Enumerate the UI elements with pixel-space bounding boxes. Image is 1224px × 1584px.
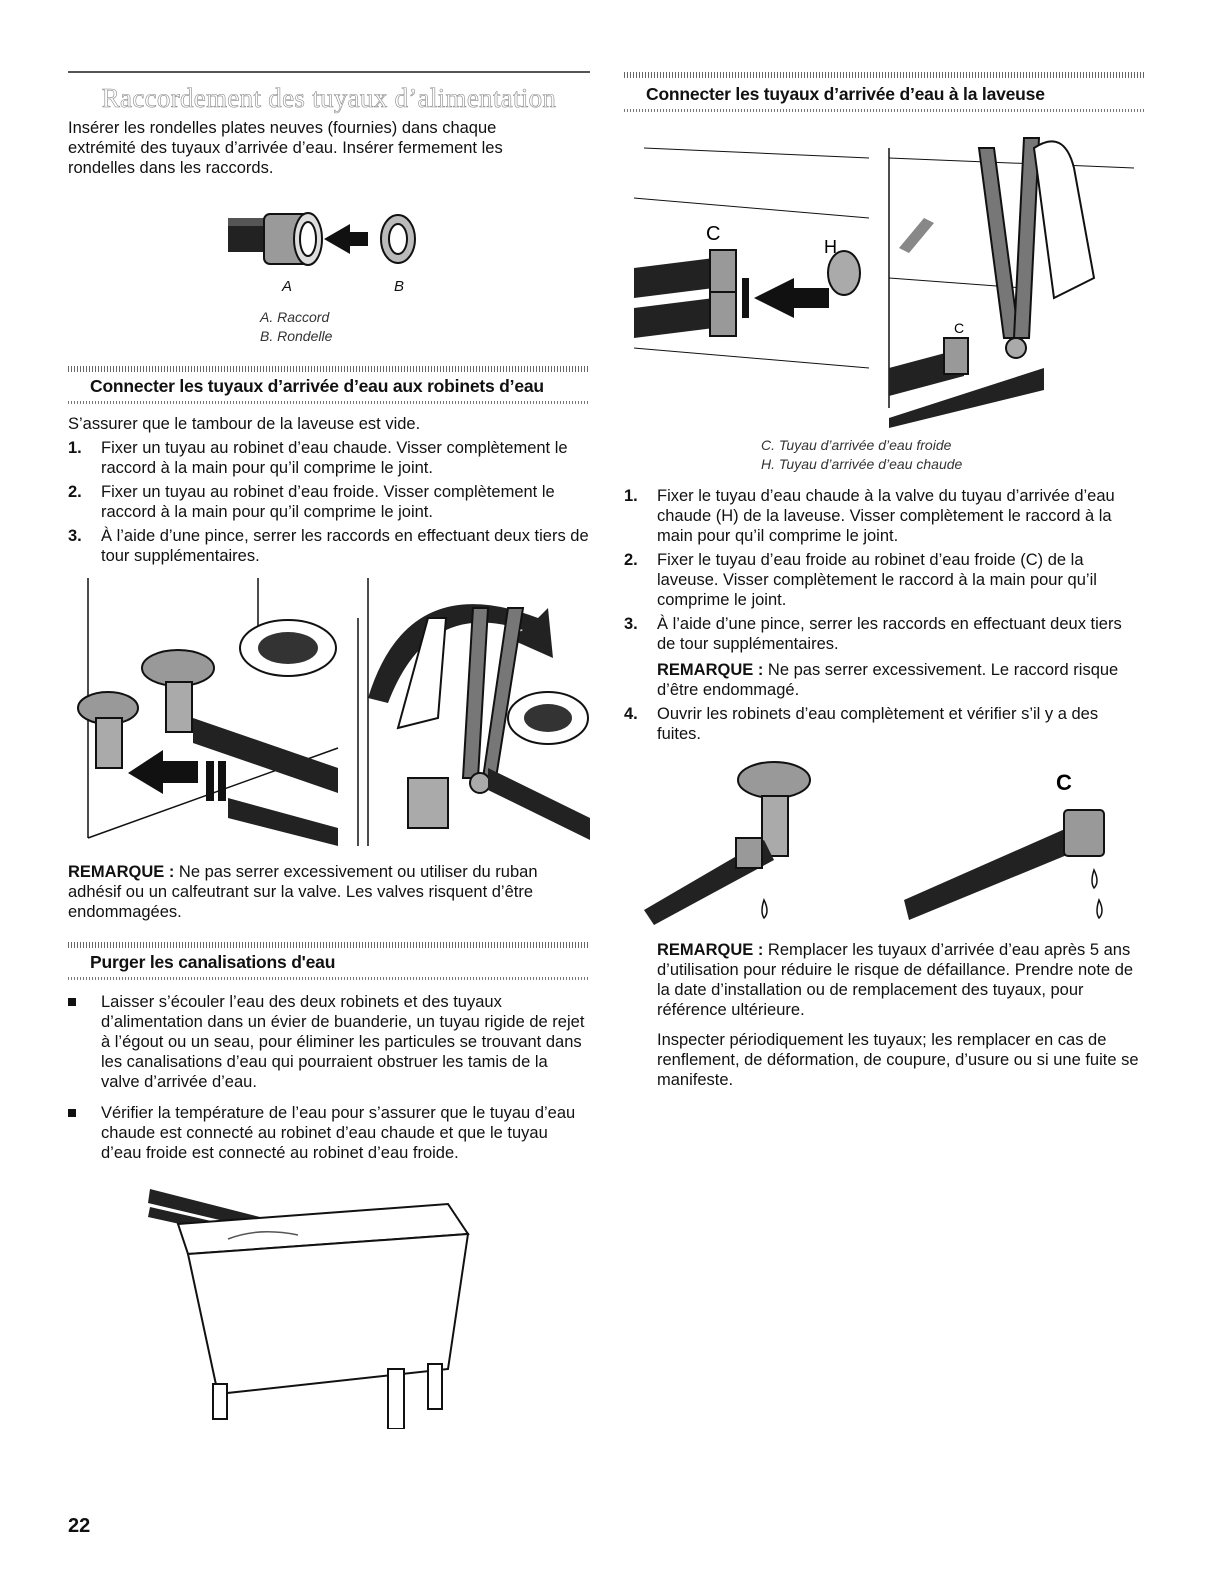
figure-faucet-connection (68, 578, 590, 848)
leak-label-c: C (1056, 770, 1072, 795)
left-column (68, 0, 590, 1429)
figure-laundry-tub (68, 1179, 590, 1429)
note2 (624, 940, 1144, 1020)
leak-check-illustration (624, 750, 1144, 930)
inspect-paragraph: Inspecter périodiquement les tuyaux; les remplacer en cas de renflement, de déformation, de coupure, d’usure ou si une fuite se manifeste. (657, 1031, 1139, 1089)
intro-paragraph: Insérer les rondelles plates neuves (fournies) dans chaque extrémité des tuyaux d’arrivée d’eau. Insérer fermement les rondelles dans les raccords. (68, 119, 503, 177)
note1-label: REMARQUE : (68, 863, 175, 881)
right-column (624, 0, 1144, 1090)
section1-steps (68, 438, 590, 566)
section2-rule-bottom (68, 977, 590, 980)
figure-washer-connection (624, 128, 1144, 428)
fig-label-c: C (706, 223, 721, 245)
list-item: 2. Fixer un tuyau au robinet d’eau froide. Visser complètement le raccord à la main pour qu’il comprime le joint. (68, 483, 555, 521)
fig1-caption-b: B. Rondelle (260, 328, 333, 344)
faucet-pliers-illustration (68, 578, 590, 848)
list-item: 3. À l’aide d’une pince, serrer les raccords en effectuant deux tiers de tour supplémentaires. REMARQUE : Ne pas serrer excessivement. Le raccord risque d’être endommagé. (624, 614, 1144, 700)
right-section-heading: Connecter les tuyaux d’arrivée d’eau à la laveuse (646, 84, 1045, 104)
section1-heading: Connecter les tuyaux d’arrivée d’eau aux robinets d’eau (90, 376, 544, 396)
list-item: 4. Ouvrir les robinets d’eau complètement et vérifier s’il y a des fuites. (624, 705, 1099, 743)
fig1-label-a: A (282, 278, 293, 295)
note1 (68, 862, 590, 922)
coupling-washer-illustration (68, 188, 590, 278)
list-item: Laisser s’écouler l’eau des deux robinets et des tuyaux d’alimentation dans un évier de buanderie, un tuyau rigide de rejet à l’égout ou un seau, pour éliminer les particules se trouvant dans les canalisations d’eau qui pourraient obstruer les tamis de la valve d’arrivée d’eau. (68, 992, 590, 1092)
fig2-caption (624, 436, 1144, 474)
page-title: Raccordement des tuyaux d’alimentation (101, 83, 557, 113)
list-item: 2. Fixer le tuyau d’eau froide au robinet d’eau froide (C) de la laveuse. Visser complètement le raccord à la main pour qu’il comprime le joint. (624, 551, 1097, 609)
washer-hose-illustration (624, 128, 1144, 428)
bullet-icon (68, 998, 76, 1006)
note2-text: Remplacer les tuyaux d’arrivée d’eau après 5 ans d’utilisation pour réduire le risque de défaillance. Prendre note de la date d’installation ou de remplacement des tuyaux, pour référence ultérieure. (657, 941, 1134, 1019)
title-rule (68, 71, 590, 73)
list-item: Vérifier la température de l’eau pour s’assurer que le tuyau d’eau chaude est connecté au robinet d’eau chaude et que le tuyau d’eau froide est connecté au robinet d’eau froide. (68, 1103, 590, 1163)
page-number: 22 (68, 1515, 91, 1537)
step3-note: REMARQUE : Ne pas serrer excessivement. Le raccord risque d’être endommagé. (657, 661, 1119, 699)
section2-heading: Purger les canalisations d'eau (90, 952, 336, 972)
fig-label-c-small: C (954, 320, 965, 336)
figure-coupling-washer (68, 188, 590, 278)
section1-intro: S’assurer que le tambour de la laveuse est vide. (68, 415, 421, 433)
note1-text: Ne pas serrer excessivement ou utiliser du ruban adhésif ou un calfeutrant sur la valve. Les valves risquent d’être endommagées. (68, 863, 538, 921)
right-section-rule-bottom (624, 109, 1144, 112)
section1-rule-bottom (68, 401, 590, 404)
list-item: 1. Fixer le tuyau d’eau chaude à la valve du tuyau d’arrivée d’eau chaude (H) de la laveuse. Visser complètement le raccord à la main pour qu’il comprime le joint. (624, 487, 1115, 545)
list-item: 1. Fixer un tuyau au robinet d’eau chaude. Visser complètement le raccord à la main pour qu’il comprime le joint. (68, 439, 568, 477)
fig1-caption-a: A. Raccord (260, 309, 330, 325)
bullet-icon (68, 1109, 76, 1117)
fig1-label-b: B (394, 278, 405, 295)
caption-h: H. Tuyau d’arrivée d’eau chaude (761, 456, 963, 472)
fig1-caption (68, 308, 590, 346)
list-item: 3. À l’aide d’une pince, serrer les raccords en effectuant deux tiers de tour supplémentaires. (68, 527, 589, 565)
laundry-tub-illustration (68, 1179, 590, 1429)
section2-bullets (68, 992, 590, 1163)
fig-label-h: H (824, 237, 837, 257)
right-steps (624, 486, 1144, 744)
caption-c: C. Tuyau d’arrivée d’eau froide (761, 437, 952, 453)
figure-leak-check (624, 750, 1144, 930)
note2-label: REMARQUE : (657, 941, 764, 959)
